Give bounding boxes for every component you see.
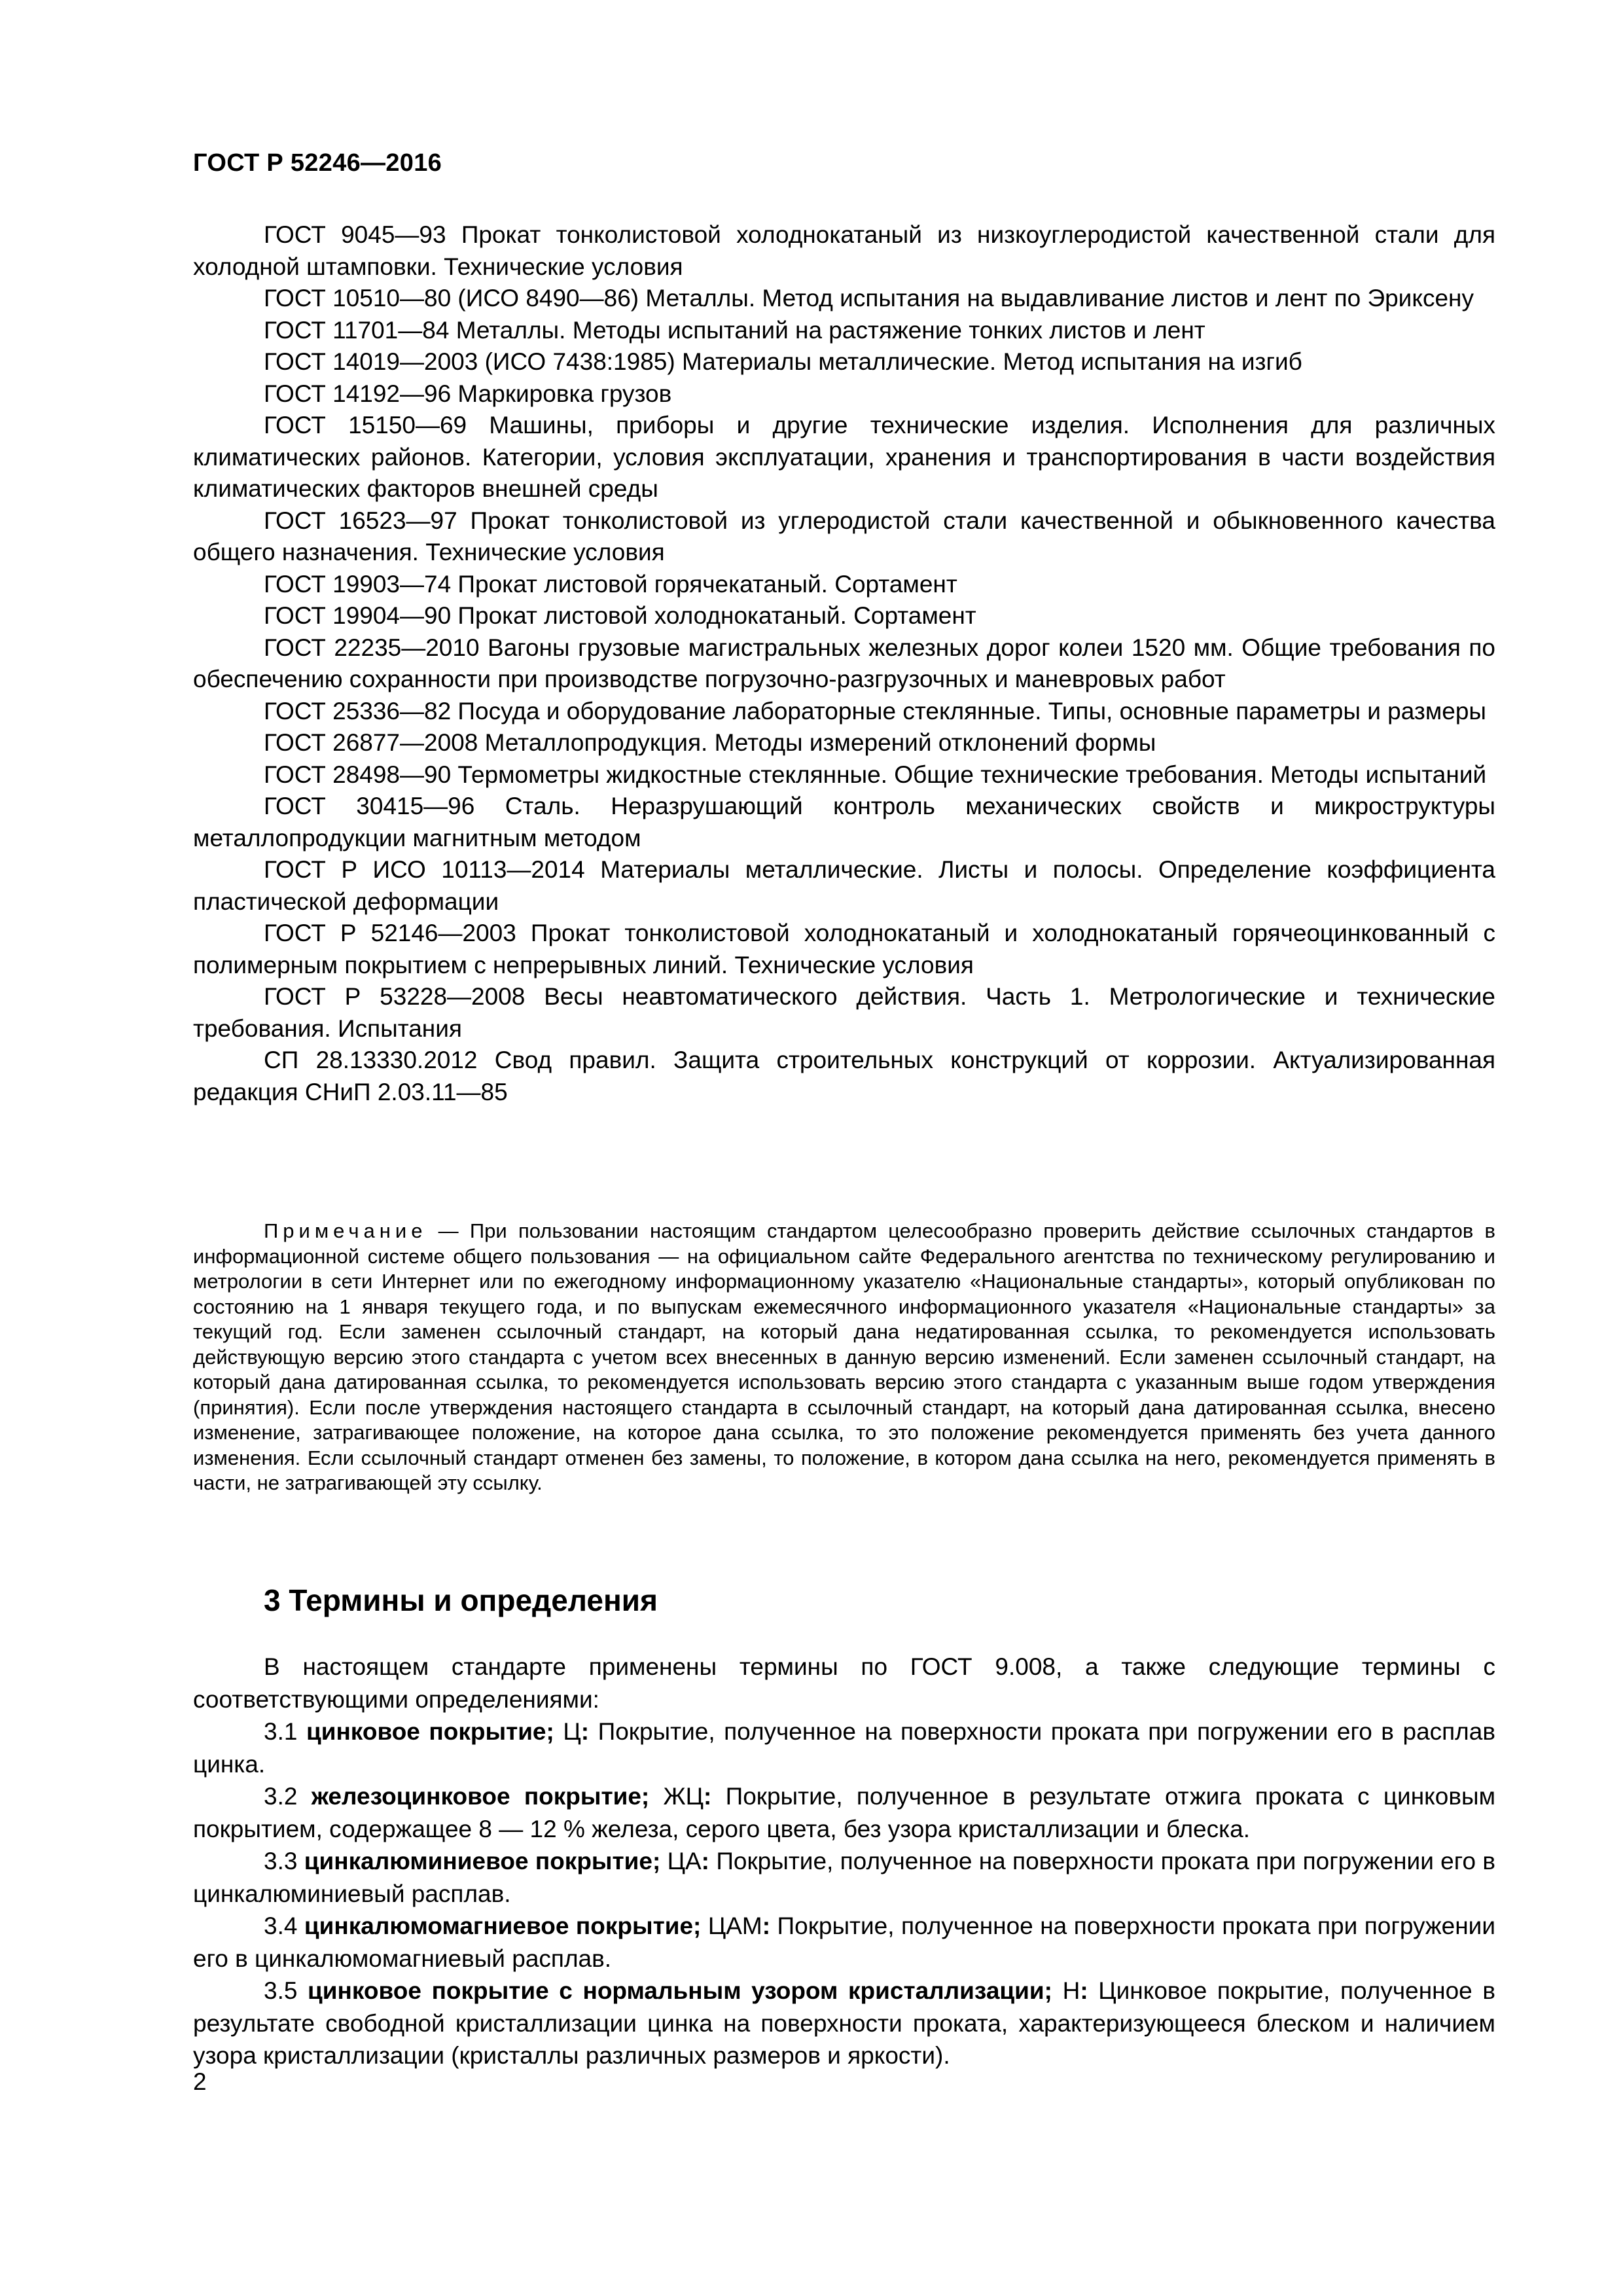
term-name: цинкалюминиевое покрытие;: [304, 1848, 661, 1874]
terms-section-body: [193, 1651, 1495, 2072]
term-number: 3.4: [264, 1912, 304, 1939]
term-definition: Покрытие, полученное на поверхности проката при погружении его в цинкалюминиевый расплав.: [193, 1848, 1495, 1907]
reference-item: ГОСТ 9045—93 Прокат тонколистовой холоднокатаный из низкоуглеродистой качественной стали для холодной штамповки. Технические условия: [193, 221, 1495, 280]
term-definition: Покрытие, полученное в результате отжига проката с цинковым покрытием, содержащее 8 — 12 % железа, серого цвета, без узора кристаллизации и блеска.: [193, 1783, 1496, 1842]
reference-item: ГОСТ 16523—97 Прокат тонколистовой из углеродистой стали качественной и обыкновенного качества общего назначения. Технические условия: [193, 507, 1495, 565]
reference-item: ГОСТ Р 53228—2008 Весы неавтоматического действия. Часть 1. Метрологические и технические требования. Испытания: [193, 983, 1495, 1042]
term-number: 3.1: [264, 1718, 306, 1745]
section-title: 3 Термины и определения: [264, 1583, 658, 1617]
reference-item: ГОСТ 19903—74 Прокат листовой горячекатаный. Сортамент: [264, 570, 957, 598]
term-abbreviation: Ц: [554, 1718, 581, 1745]
reference-item: ГОСТ Р ИСО 10113—2014 Материалы металлические. Листы и полосы. Определение коэффициента пластической деформации: [193, 856, 1495, 915]
reference-item: ГОСТ 10510—80 (ИСО 8490—86) Металлы. Метод испытания на выдавливание листов и лент по Эриксену: [264, 285, 1474, 312]
document-code-header: ГОСТ Р 52246—2016: [193, 149, 442, 177]
term-definition: Цинковое покрытие, полученное в результате свободной кристаллизации цинка на поверхности проката, характеризующееся блеском и наличием узора кристаллизации (кристаллы различных размеров и яркости).: [193, 1977, 1495, 2069]
term-name: железоцинковое покрытие;: [311, 1783, 650, 1810]
section-intro: В настоящем стандарте применены термины по ГОСТ 9.008, а также следующие термины с соответствующими определениями:: [193, 1653, 1495, 1713]
term-abbreviation: ЖЦ: [649, 1783, 704, 1810]
term-entry: [193, 1715, 1495, 1780]
term-definition: Покрытие, полученное на поверхности проката при погружении его в цинкалюмомагниевый расплав.: [193, 1912, 1495, 1972]
term-colon: :: [762, 1912, 771, 1939]
term-abbreviation: ЦАМ: [701, 1912, 762, 1939]
term-entry: [193, 1780, 1495, 1845]
term-definition: Покрытие, полученное на поверхности проката при погружении его в расплав цинка.: [193, 1718, 1495, 1778]
term-number: 3.2: [264, 1783, 312, 1810]
term-abbreviation: Н: [1052, 1977, 1080, 2004]
term-colon: :: [1080, 1977, 1088, 2004]
reference-item: ГОСТ 15150—69 Машины, приборы и другие технические изделия. Исполнения для различных климатических районов. Категории, условия эксплуатации, хранения и транспортирования в части воздействия климатических факторов внешней среды: [193, 412, 1495, 502]
term-number: 3.5: [264, 1977, 308, 2004]
term-name: цинкалюмомагниевое покрытие;: [304, 1912, 702, 1939]
reference-item: ГОСТ 19904—90 Прокат листовой холоднокатаный. Сортамент: [264, 602, 976, 629]
term-entry: [193, 1910, 1495, 1975]
reference-item: ГОСТ 22235—2010 Вагоны грузовые магистральных железных дорог колеи 1520 мм. Общие требования по обеспечению сохранности при производстве погрузочно-разгрузочных и маневровых работ: [193, 634, 1495, 692]
reference-item: ГОСТ 14192—96 Маркировка грузов: [264, 380, 672, 407]
term-name: цинковое покрытие с нормальным узором кристаллизации;: [308, 1977, 1052, 2004]
page-number: 2: [193, 2068, 207, 2095]
note-label: Примечание: [264, 1219, 427, 1242]
term-colon: :: [701, 1848, 709, 1874]
reference-item: ГОСТ 30415—96 Сталь. Неразрушающий контроль механических свойств и микроструктуры металлопродукции магнитным методом: [193, 793, 1495, 852]
normative-references-list: [193, 219, 1495, 1108]
term-name: цинковое покрытие;: [306, 1718, 554, 1745]
note-paragraph: [193, 1219, 1495, 1496]
reference-item: СП 28.13330.2012 Свод правил. Защита строительных конструкций от коррозии. Актуализированная редакция СНиП 2.03.11—85: [193, 1047, 1495, 1105]
term-colon: :: [580, 1718, 590, 1745]
reference-item: ГОСТ 25336—82 Посуда и оборудование лабораторные стеклянные. Типы, основные параметры и размеры: [264, 697, 1487, 725]
term-number: 3.3: [264, 1848, 304, 1874]
term-colon: :: [704, 1783, 712, 1810]
term-abbreviation: ЦА: [660, 1848, 702, 1874]
reference-item: ГОСТ 14019—2003 (ИСО 7438:1985) Материалы металлические. Метод испытания на изгиб: [264, 348, 1302, 375]
reference-item: ГОСТ Р 52146—2003 Прокат тонколистовой холоднокатаный и холоднокатаный горячеоцинкованный с полимерным покрытием с непрерывных линий. Технические условия: [193, 920, 1495, 978]
document-page: [193, 0, 1495, 2296]
reference-item: ГОСТ 28498—90 Термометры жидкостные стеклянные. Общие технические требования. Методы испытаний: [264, 761, 1487, 788]
term-entry: [193, 1975, 1495, 2072]
reference-item: ГОСТ 11701—84 Металлы. Методы испытаний на растяжение тонких листов и лент: [264, 316, 1205, 344]
term-entry: [193, 1845, 1495, 1910]
note-text: — При пользовании настоящим стандартом целесообразно проверить действие ссылочных стандартов в информационной системе общего пользования — на официальном сайте Федерального агентства по техническому регулированию и метрологии в сети Интернет или по ежегодному информационному указателю «Национальные стандарты», который опубликован по состоянию на 1 января текущего года, и по выпускам ежемесячного информационного указателя «Национальные стандарты» за текущий год. Если заменен ссылочный стандарт, на который дана недатированная ссылка, то рекомендуется использовать действующую версию этого стандарта с учетом всех внесенных в данную версию изменений. Если заменен ссылочный стандарт, на который дана датированная ссылка, то рекомендуется использовать версию этого стандарта с указанным выше годом утверждения (принятия). Если после утверждения настоящего стандарта в ссылочный стандарт, на который дана датированная ссылка, внесено изменение, затрагивающее положение, на которое дана ссылка, то это положение рекомендуется применять без учета данного изменения. Если ссылочный стандарт отменен без замены, то положение, в котором дана ссылка на него, рекомендуется применять в части, не затрагивающей эту ссылку.: [193, 1219, 1495, 1494]
reference-item: ГОСТ 26877—2008 Металлопродукция. Методы измерений отклонений формы: [264, 729, 1156, 756]
